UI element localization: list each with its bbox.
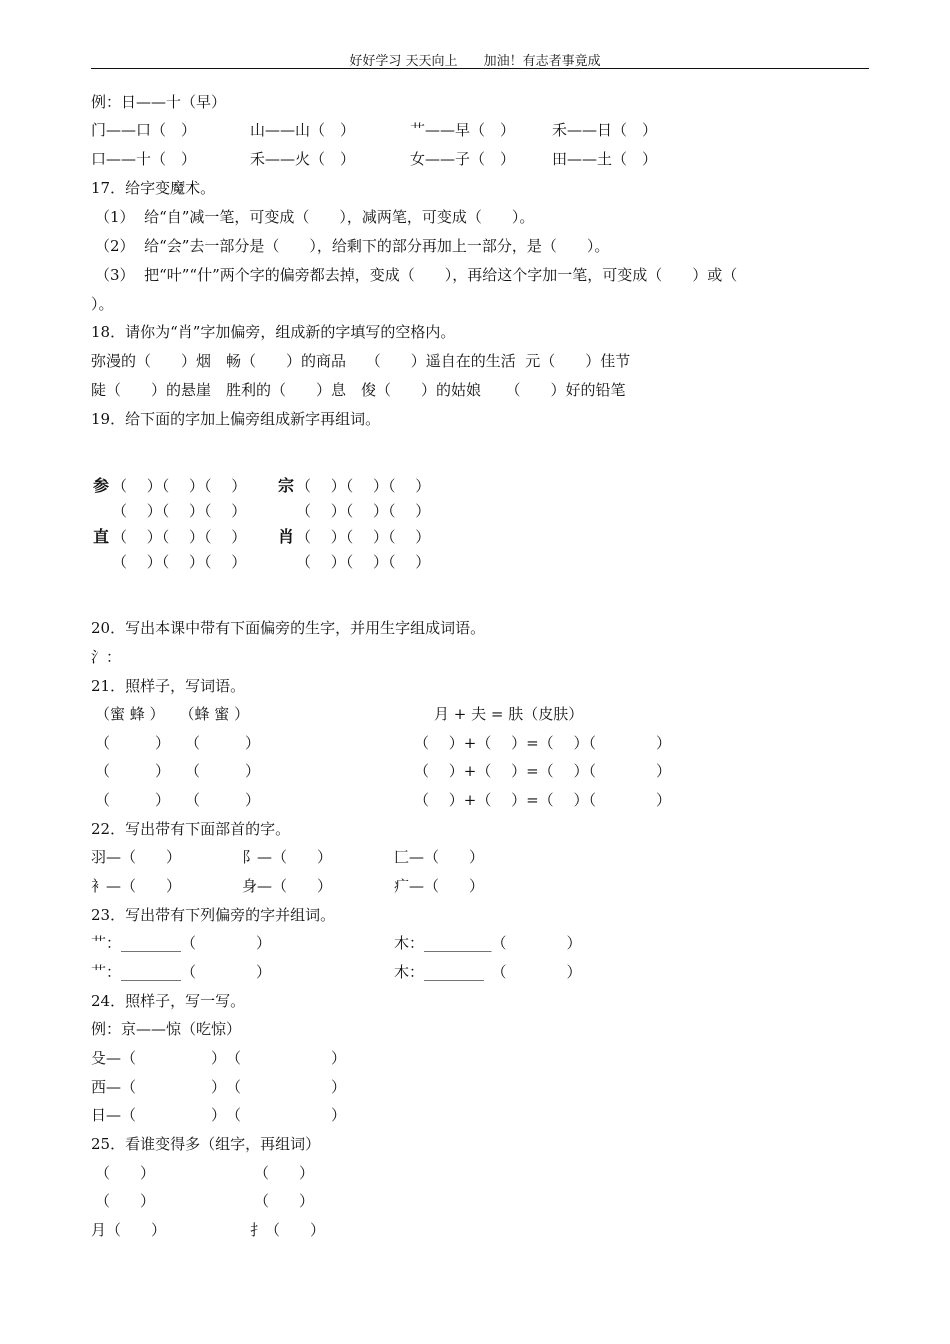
question-22-title: 22．写出带有下面部首的字。 [91, 820, 291, 838]
q19-blanks: （ ）（ ）（ ） [112, 477, 247, 495]
q24-item: 殳—（ ） （ ） [91, 1049, 347, 1067]
q25-item: 月（ ） [91, 1221, 167, 1239]
q19-blanks: （ ）（ ）（ ） [112, 528, 247, 546]
header-divider [91, 68, 869, 69]
exercise-item: 禾——火（ ） [250, 150, 356, 168]
q24-item: 日—（ ） （ ） [91, 1106, 347, 1124]
q21-blank-right: （ ）+（ ）=（ ）（ ） [414, 762, 671, 780]
q19-char-zong: 宗 [278, 476, 295, 495]
exercise-item: 田——土（ ） [552, 150, 658, 168]
q22-item: 身—（ ） [242, 877, 333, 895]
question-17-title: 17．给字变魔术。 [91, 179, 216, 197]
q24-example: 例：京——惊（吃惊） [91, 1020, 242, 1038]
q21-blank-right: （ ）+（ ）=（ ）（ ） [414, 734, 671, 752]
q19-char-can: 参 [93, 476, 110, 495]
question-17-part-3-cont: ）。 [91, 295, 114, 313]
question-25-title: 25．看谁变得多（组字，再组词） [91, 1135, 321, 1153]
question-17-part-1: （1） 给“自”减一笔，可变成（ ），减两笔，可变成（ ）。 [95, 208, 535, 226]
q25-blank: （ ） [254, 1164, 315, 1182]
exercise-item: 口——十（ ） [91, 150, 197, 168]
exercise-item: 门——口（ ） [91, 121, 197, 139]
q19-char-zhi: 直 [93, 527, 110, 546]
q25-blank: （ ） [254, 1192, 315, 1210]
q21-blank-left: （ ） （ ） [95, 734, 261, 752]
page-header [0, 50, 950, 69]
exercise-item: 女——子（ ） [410, 150, 516, 168]
q22-item: 羽—（ ） [91, 848, 182, 866]
q22-item: 匚—（ ） [394, 848, 485, 866]
q19-blanks: （ ）（ ）（ ） [296, 502, 431, 520]
q21-blank-right: （ ）+（ ）=（ ）（ ） [414, 791, 671, 809]
q22-item: 衤—（ ） [91, 877, 182, 895]
q19-blanks: （ ）（ ）（ ） [296, 553, 431, 571]
q19-blanks: （ ）（ ）（ ） [112, 502, 247, 520]
q21-example-1: （蜜 蜂 ） （蜂 蜜 ） [95, 705, 250, 723]
example-line: 例：日——十（早） [91, 93, 227, 111]
question-24-title: 24．照样子，写一写。 [91, 992, 246, 1010]
q21-example-2: 月 + 夫 = 肤（皮肤） [434, 705, 584, 723]
q23-item: 艹：________（ ） [91, 934, 272, 952]
q24-item: 西—（ ） （ ） [91, 1078, 347, 1096]
exercise-item: 禾——日（ ） [552, 121, 658, 139]
question-18-title: 18．请你为“肖”字加偏旁，组成新的字填写的空格内。 [91, 323, 456, 341]
q19-blanks: （ ）（ ）（ ） [296, 477, 431, 495]
q19-char-xiao: 肖 [278, 527, 295, 546]
question-20-title: 20．写出本课中带有下面偏旁的生字，并用生字组成词语。 [91, 619, 486, 637]
question-23-title: 23．写出带有下列偏旁的字并组词。 [91, 906, 336, 924]
exercise-item: 艹——早（ ） [410, 121, 516, 139]
question-19-title: 19．给下面的字加上偏旁组成新字再组词。 [91, 410, 381, 428]
q25-blank: （ ） [95, 1192, 156, 1210]
q23-item: 艹：________（ ） [91, 963, 272, 981]
q23-item: 木：_________（ ） [394, 934, 582, 952]
q21-blank-left: （ ） （ ） [95, 791, 261, 809]
q22-item: 疒—（ ） [394, 877, 485, 895]
question-21-title: 21．照样子，写词语。 [91, 677, 246, 695]
question-18-line-2: 陡（ ）的悬崖 胜利的（ ）息 俊（ ）的姑娘 （ ）好的铅笔 [91, 381, 626, 399]
q19-blanks: （ ）（ ）（ ） [112, 553, 247, 571]
q23-item: 木：________ （ ） [394, 963, 582, 981]
question-17-part-3: （3） 把“叶”“什”两个字的偏旁都去掉，变成（ ），再给这个字加一笔，可变成（ ）或（ [95, 266, 738, 284]
q19-blanks: （ ）（ ）（ ） [296, 528, 431, 546]
q22-item: 阝—（ ） [242, 848, 333, 866]
q25-item: 扌（ ） [250, 1221, 326, 1239]
q21-blank-left: （ ） （ ） [95, 762, 261, 780]
header-right: 加油！有志者事竟成 [483, 54, 601, 69]
exercise-item: 山——山（ ） [250, 121, 356, 139]
question-17-part-2: （2） 给“会”去一部分是（ ），给剩下的部分再加上一部分，是（ ）。 [95, 237, 610, 255]
question-18-line-1: 弥漫的（ ）烟 畅（ ）的商品 （ ）遥自在的生活 元（ ）佳节 [91, 352, 631, 370]
q25-blank: （ ） [95, 1164, 156, 1182]
header-left: 好好学习 天天向上 [349, 54, 458, 69]
question-20-radical: 氵： [91, 648, 122, 666]
